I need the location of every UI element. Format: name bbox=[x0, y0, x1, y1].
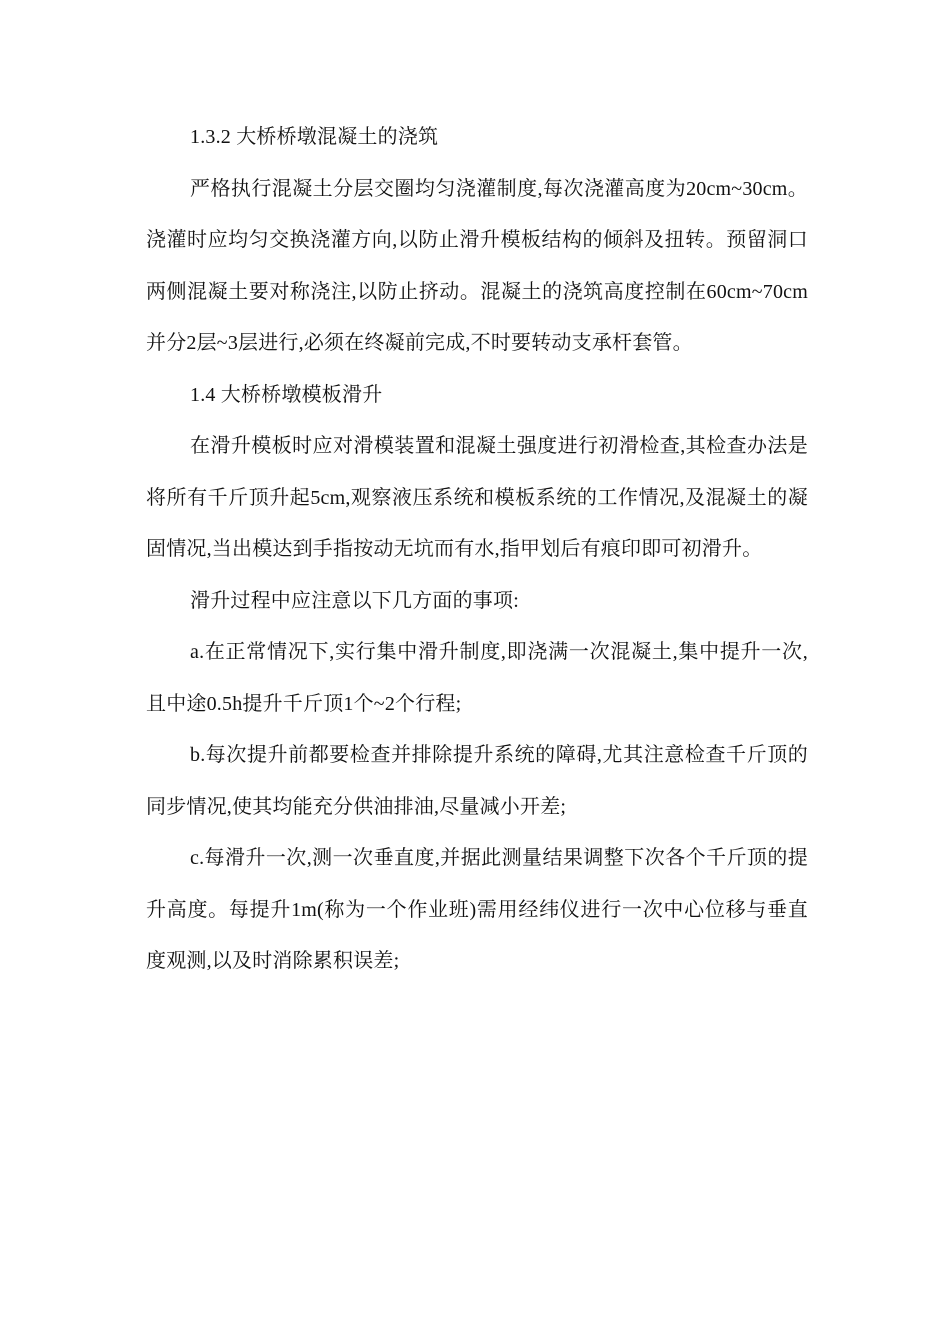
section-heading-1-4: 1.4 大桥桥墩模板滑升 bbox=[190, 383, 383, 406]
document-body bbox=[146, 112, 808, 988]
paragraph-initial-slip: 在滑升模板时应对滑模装置和混凝土强度进行初滑检查,其检查办法是将所有千斤顶升起5cm,观察液压系统和模板系统的工作情况,及混凝土的凝固情况,当出模达到手指按动无坑而有水,指甲划后有痕印即可初滑升。 bbox=[146, 435, 808, 560]
paragraph-notes-intro: 滑升过程中应注意以下几方面的事项: bbox=[190, 589, 519, 612]
list-item-b: b.每次提升前都要检查并排除提升系统的障碍,尤其注意检查千斤顶的同步情况,使其均能充分供油排油,尽量减小开差; bbox=[146, 744, 808, 818]
section-heading-1-3-2: 1.3.2 大桥桥墩混凝土的浇筑 bbox=[190, 126, 439, 148]
list-item-c: c.每滑升一次,测一次垂直度,并据此测量结果调整下次各个千斤顶的提升高度。每提升1m(称为一个作业班)需用经纬仪进行一次中心位移与垂直度观测,以及时消除累积误差; bbox=[146, 847, 808, 972]
list-item-a: a.在正常情况下,实行集中滑升制度,即浇满一次混凝土,集中提升一次,且中途0.5h提升千斤顶1个~2个行程; bbox=[146, 641, 808, 715]
paragraph-pouring: 严格执行混凝土分层交圈均匀浇灌制度,每次浇灌高度为20cm~30cm。浇灌时应均匀交换浇灌方向,以防止滑升模板结构的倾斜及扭转。预留洞口两侧混凝土要对称浇注,以防止挤动。混凝土的浇筑高度控制在60cm~70cm并分2层~3层进行,必须在终凝前完成,不时要转动支承杆套管。 bbox=[146, 177, 808, 354]
